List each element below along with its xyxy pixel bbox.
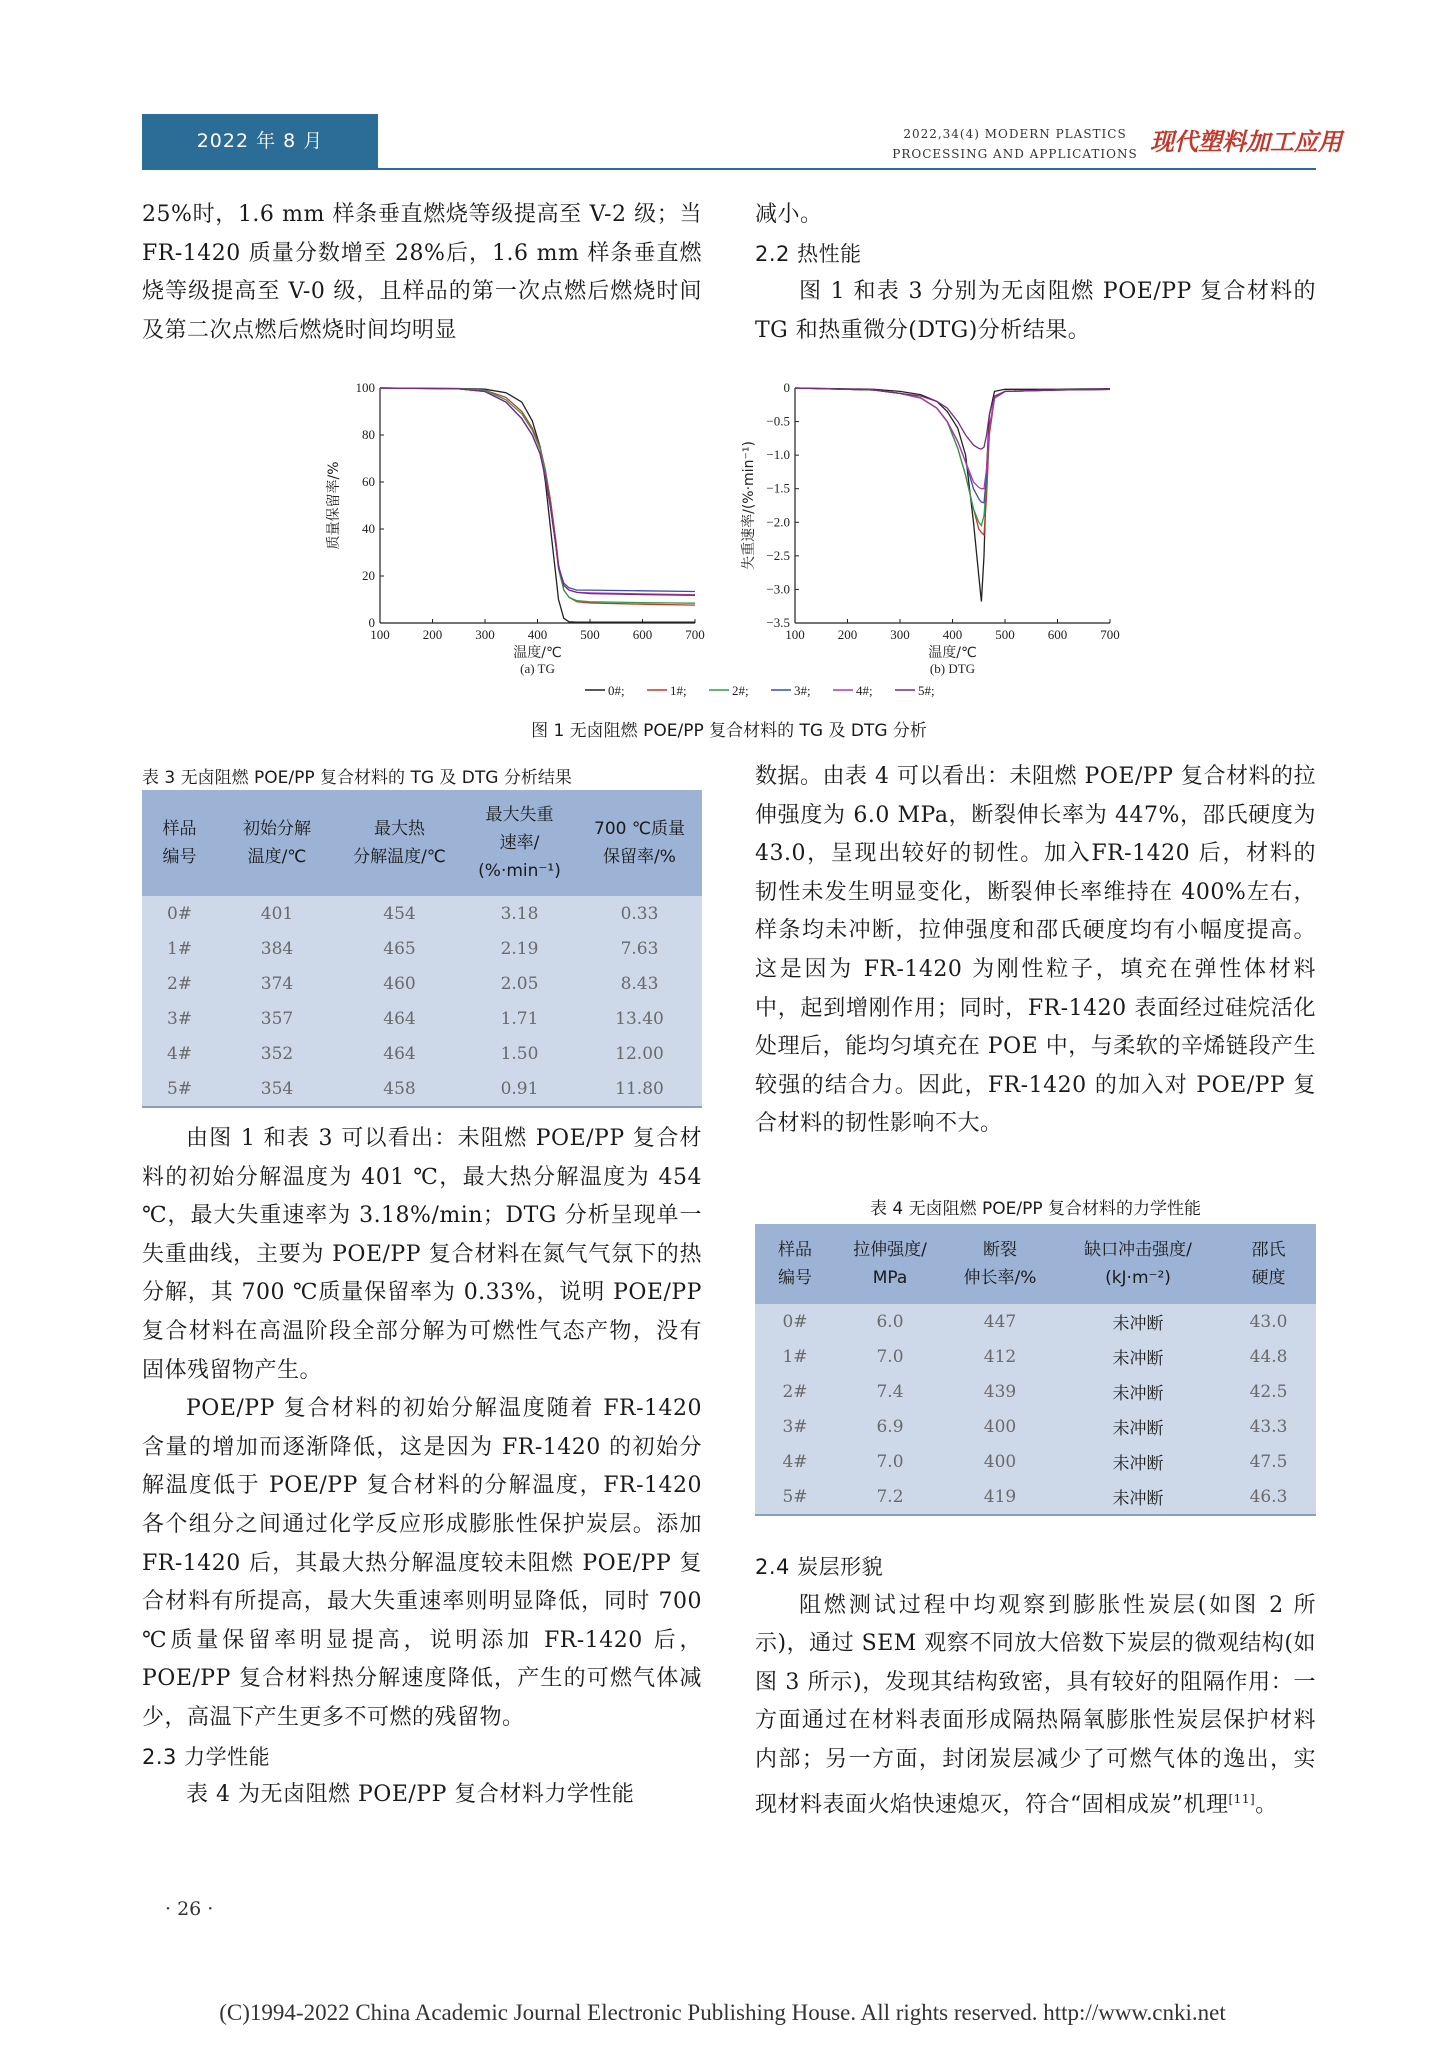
dtg-x-tick-label: 400 [942,627,963,642]
table-cell: 7.0 [876,1346,904,1367]
table-row [142,931,702,966]
table-3-header-line: 700 ℃质量 [594,819,685,839]
right-paragraph-4-text: 阻燃测试过程中均观察到膨胀性炭层(如图 2 所示)，通过 SEM 观察不同放大倍数下炭层的微观结构(如图 3 所示)，发现其结构致密，具有较好的阻隔作用：一方面通过在材料表面形成隔热隔氧膨胀性炭层保护材料内部；另一方面，封闭炭层减少了可燃气体的逸出，实现材料表面火焰快速熄灭，符合“固相成炭”机理 [755,1592,1316,1817]
left-paragraph-1: 25%时，1.6 mm 样条垂直燃烧等级提高至 V-2 级；当 FR-1420 质量分数增至 28%后，1.6 mm 样条垂直燃烧等级提高至 V-0 级，且样品的第一次点燃后燃烧时间及第二次点燃后燃烧时间均明显 [142,202,702,343]
journal-line-2: PROCESSING AND APPLICATIONS [892,147,1138,161]
table-cell: 12.00 [615,1043,664,1064]
legend-label-2#: 2#; [732,683,749,698]
table-cell: 1# [782,1346,808,1367]
table-cell: 未冲断 [1112,1454,1164,1474]
dtg-series-0# [795,388,1110,602]
table-3-header-line: 保留率/% [603,847,676,867]
dtg-x-tick-label: 700 [1100,627,1120,642]
legend-label-1#: 1#; [670,683,687,698]
table-cell: 0.91 [462,1071,577,1107]
table-cell: 412 [983,1346,1017,1367]
table-3-header-line: 分解温度/℃ [353,847,446,867]
tg-series-2# [380,388,695,603]
tg-series-3# [380,388,695,592]
tg-y-tick-label: 80 [362,427,375,442]
table-cell: 2.05 [500,973,539,994]
section-2-3-heading: 2.3 力学性能 [142,1744,271,1769]
tg-series-4# [380,388,695,595]
table-cell: 5# [142,1071,217,1107]
tg-x-tick-label: 400 [527,627,548,642]
table-4-header-3 [1055,1224,1221,1304]
dtg-x-tick-label: 600 [1047,627,1068,642]
dtg-y-tick-label: 0 [783,380,790,395]
table-4 [755,1224,1316,1516]
dtg-series-5# [795,388,1110,449]
right-paragraph-4 [755,1587,1316,1825]
table-row [142,896,702,931]
table-4-header-row [755,1224,1316,1304]
tg-x-tick-label: 300 [475,627,495,642]
tg-y-tick-label: 20 [362,568,375,583]
table-cell: 43.0 [1249,1311,1288,1332]
dtg-y-tick-label: −1.0 [766,447,790,463]
tg-y-axis-label: 质量保留率/% [326,461,342,550]
table-cell: 未冲断 [1112,1349,1164,1369]
table-4-header-line: 断裂 [983,1240,1017,1260]
dtg-series-2# [795,388,1110,526]
left-paragraph-3: POE/PP 复合材料的初始分解温度随着 FR-1420 含量的增加而逐渐降低，这是因为 FR-1420 的初始分解温度低于 POE/PP 复合材料的分解温度，FR-1420 各个组分之间通过化学反应形成膨胀性保护炭层。添加 FR-1420 后，其最大热分解温度较未阻燃 POE/PP 复合材料有所提高，最大失重速率则明显降低，同时 700 ℃质量保留率明显提高，说明添加 FR-1420 后，POE/PP 复合材料热分解速度降低，产生的可燃气体减少，高温下产生更多不可燃的残留物。 [142,1396,702,1730]
right-top-text [755,196,1316,350]
table-4-header-line: 硬度 [1251,1268,1286,1288]
table-row [142,1071,702,1107]
left-lower-text [142,1120,702,1815]
table-4-header-line: (kJ·m⁻²) [1105,1268,1171,1288]
table-cell: 2# [166,973,193,994]
table-row [755,1339,1316,1374]
table-row [755,1304,1316,1339]
table-4-header-line: 编号 [778,1268,812,1288]
table-cell: 419 [945,1479,1055,1515]
table-cell: 439 [983,1381,1017,1402]
tg-x-tick-label: 200 [422,627,443,642]
dtg-x-tick-label: 500 [995,627,1015,642]
tg-x-axis-label: 温度/℃ [513,645,562,661]
legend-label-0#: 0#; [608,683,625,698]
right-bottom-text [755,1548,1316,1824]
right-middle-text [755,758,1316,1144]
table-cell: 1.71 [500,1008,539,1029]
table-cell: 3.18 [500,903,539,924]
table-row [142,966,702,1001]
table-cell: 未冲断 [1112,1384,1164,1404]
table-3-caption: 表 3 无卤阻燃 POE/PP 复合材料的 TG 及 DTG 分析结果 [142,768,572,788]
table-cell: 6.9 [876,1416,904,1437]
table-cell: 6.0 [876,1311,904,1332]
table-3-header-2 [337,790,462,896]
table-row [755,1479,1316,1515]
figure-1-caption: 图 1 无卤阻燃 POE/PP 复合材料的 TG 及 DTG 分析 [531,721,927,741]
table-cell: 357 [260,1008,294,1029]
dtg-series-4# [795,388,1110,489]
dtg-x-tick-label: 100 [785,627,805,642]
table-cell: 7.2 [835,1479,945,1515]
dtg-series-3# [795,388,1110,503]
table-row [142,1036,702,1071]
tg-series-1# [380,388,695,605]
issue-date-banner: 2022 年 8 月 [142,114,378,168]
table-cell: 47.5 [1249,1451,1288,1472]
table-cell: 374 [260,973,294,994]
section-2-2-heading: 2.2 热性能 [755,241,862,266]
dtg-chart [740,380,1120,676]
table-cell: 1.50 [500,1043,539,1064]
table-row [755,1444,1316,1479]
table-3-header-line: (%·min⁻¹) [478,861,561,881]
table-3-header-0 [142,790,217,896]
table-cell: 465 [383,938,416,959]
table-3-header-1 [217,790,337,896]
tg-x-tick-label: 100 [370,627,390,642]
table-4-header-line: 样品 [778,1240,812,1260]
table-cell: 0# [166,903,193,924]
table-3-header-line: 温度/℃ [247,847,307,867]
left-top-text [142,196,702,350]
page-number: · 26 · [165,1898,214,1920]
dtg-x-tick-label: 200 [837,627,858,642]
table-4-header-line: 拉伸强度/ [853,1240,927,1260]
table-cell: 3# [166,1008,193,1029]
table-cell: 46.3 [1221,1479,1316,1515]
journal-line-1: 2022,34(4) MODERN PLASTICS [903,127,1127,141]
figure-1 [300,370,1140,710]
table-3-header-line: 样品 [162,819,197,839]
left-paragraph-4: 表 4 为无卤阻燃 POE/PP 复合材料力学性能 [186,1782,635,1808]
legend-label-4#: 4#; [856,683,873,698]
table-cell: 11.80 [577,1071,702,1107]
table-cell: 7.63 [620,938,659,959]
dtg-x-axis-label: 温度/℃ [928,645,977,661]
table-cell: 464 [383,1043,416,1064]
table-cell: 401 [260,903,294,924]
table-3-header-3 [462,790,577,896]
dtg-series-1# [795,388,1110,535]
table-row [755,1409,1316,1444]
table-3-header-line: 速率/ [499,833,540,853]
table-cell: 400 [983,1451,1017,1472]
table-3-header-line: 初始分解 [243,819,311,839]
citation-ref: [11] [1228,1791,1256,1806]
table-cell: 7.4 [876,1381,904,1402]
table-cell: 460 [383,973,416,994]
table-cell: 0.33 [620,903,659,924]
tg-y-tick-label: 60 [362,474,375,489]
figure-legend [585,683,935,698]
dtg-y-tick-label: −3.0 [766,581,790,597]
tg-series-5# [380,388,695,595]
tg-y-tick-label: 40 [362,521,375,536]
tg-y-tick-label: 0 [368,615,375,630]
copyright-footer: (C)1994-2022 China Academic Journal Electronic Publishing House. All rights reserved. http://www.cnki.net [219,2000,1226,2025]
table-row [142,1001,702,1036]
tg-x-tick-label: 500 [580,627,600,642]
header-rule [142,168,1316,170]
table-cell: 4# [166,1043,193,1064]
table-3 [142,790,702,1108]
dtg-x-tick-label: 300 [890,627,910,642]
table-cell: 458 [337,1071,462,1107]
table-cell: 400 [983,1416,1017,1437]
right-paragraph-2: 图 1 和表 3 分别为无卤阻燃 POE/PP 复合材料的 TG 和热重微分(DTG)分析结果。 [755,279,1316,343]
tg-series-0# [380,388,695,622]
journal-name [880,124,1150,164]
table-4-header-1 [835,1224,945,1304]
table-3-header-line: 最大失重 [485,805,554,825]
table-cell: 447 [983,1311,1017,1332]
table-4-header-4 [1221,1224,1316,1304]
table-cell: 未冲断 [1055,1479,1221,1515]
legend-label-3#: 3#; [794,683,811,698]
table-cell: 3# [782,1416,808,1437]
tg-subtitle: (a) TG [520,661,555,676]
table-row [755,1374,1316,1409]
table-cell: 未冲断 [1112,1314,1164,1334]
table-4-header-2 [945,1224,1055,1304]
table-4-header-line: 邵氏 [1251,1240,1286,1260]
right-paragraph-4-end: 。 [1255,1791,1278,1817]
table-cell: 42.5 [1249,1381,1288,1402]
table-cell: 354 [217,1071,337,1107]
dtg-subtitle: (b) DTG [929,661,976,676]
right-paragraph-1: 减小。 [755,202,823,227]
table-cell: 44.8 [1249,1346,1288,1367]
dtg-y-tick-label: −1.5 [766,480,790,496]
table-3-header-row [142,790,702,896]
table-cell: 未冲断 [1112,1419,1164,1439]
table-cell: 0# [782,1311,808,1332]
tg-chart [326,380,705,676]
table-cell: 454 [383,903,416,924]
table-4-header-line: MPa [872,1268,908,1288]
journal-logo: 现代塑料加工应用 [1150,127,1342,156]
dtg-y-tick-label: −2.0 [766,514,790,530]
table-cell: 2.19 [500,938,539,959]
right-paragraph-3: 数据。由表 4 可以看出：未阻燃 POE/PP 复合材料的拉伸强度为 6.0 MPa，断裂伸长率为 447%，邵氏硬度为 43.0，呈现出较好的韧性。加入FR-1420 后，材料的韧性未发生明显变化，断裂伸长率维持在 400%左右，样条均未冲断，拉伸强度和邵氏硬度均有小幅度提高。这是因为 FR-1420 为刚性粒子，填充在弹性体材料中，起到增刚作用；同时，FR-1420 表面经过硅烷活化处理后，能均匀填充在 POE 中，与柔软的辛烯链段产生较强的结合力。因此，FR-1420 的加入对 POE/PP 复合材料的韧性影响不大。 [755,764,1316,1137]
tg-y-tick-label: 100 [355,380,375,395]
table-4-header-line: 缺口冲击强度/ [1084,1240,1192,1260]
dtg-y-tick-label: −0.5 [766,413,790,429]
table-3-header-4 [577,790,702,896]
table-4-header-0 [755,1224,835,1304]
table-cell: 5# [755,1479,835,1515]
tg-x-tick-label: 700 [685,627,705,642]
table-cell: 7.0 [876,1451,904,1472]
legend-label-5#: 5#; [918,683,935,698]
table-4-caption: 表 4 无卤阻燃 POE/PP 复合材料的力学性能 [869,1199,1202,1219]
dtg-y-tick-label: −2.5 [766,547,790,563]
table-cell: 43.3 [1249,1416,1288,1437]
table-cell: 13.40 [615,1008,664,1029]
table-3-header-line: 最大热 [374,819,425,839]
table-4-header-line: 伸长率/% [963,1268,1037,1288]
left-paragraph-2: 由图 1 和表 3 可以看出：未阻燃 POE/PP 复合材料的初始分解温度为 401 ℃，最大热分解温度为 454 ℃，最大失重速率为 3.18%/min；DTG 分析呈现单一失重曲线，主要为 POE/PP 复合材料在氮气气氛下的热分解，其 700 ℃质量保留率为 0.33%，说明 POE/PP 复合材料在高温阶段全部分解为可燃性气态产物，没有固体残留物产生。 [142,1126,702,1383]
table-cell: 1# [166,938,193,959]
table-cell: 8.43 [620,973,659,994]
tg-x-tick-label: 600 [632,627,653,642]
table-cell: 352 [260,1043,294,1064]
dtg-y-axis-label: 失重速率/(%·min⁻¹) [741,441,757,570]
dtg-y-tick-label: −3.5 [766,615,790,630]
table-3-header-line: 编号 [162,847,197,867]
table-cell: 384 [260,938,294,959]
table-cell: 4# [782,1451,808,1472]
table-cell: 464 [383,1008,416,1029]
section-2-4-heading: 2.4 炭层形貌 [755,1555,884,1579]
table-cell: 2# [782,1381,808,1402]
